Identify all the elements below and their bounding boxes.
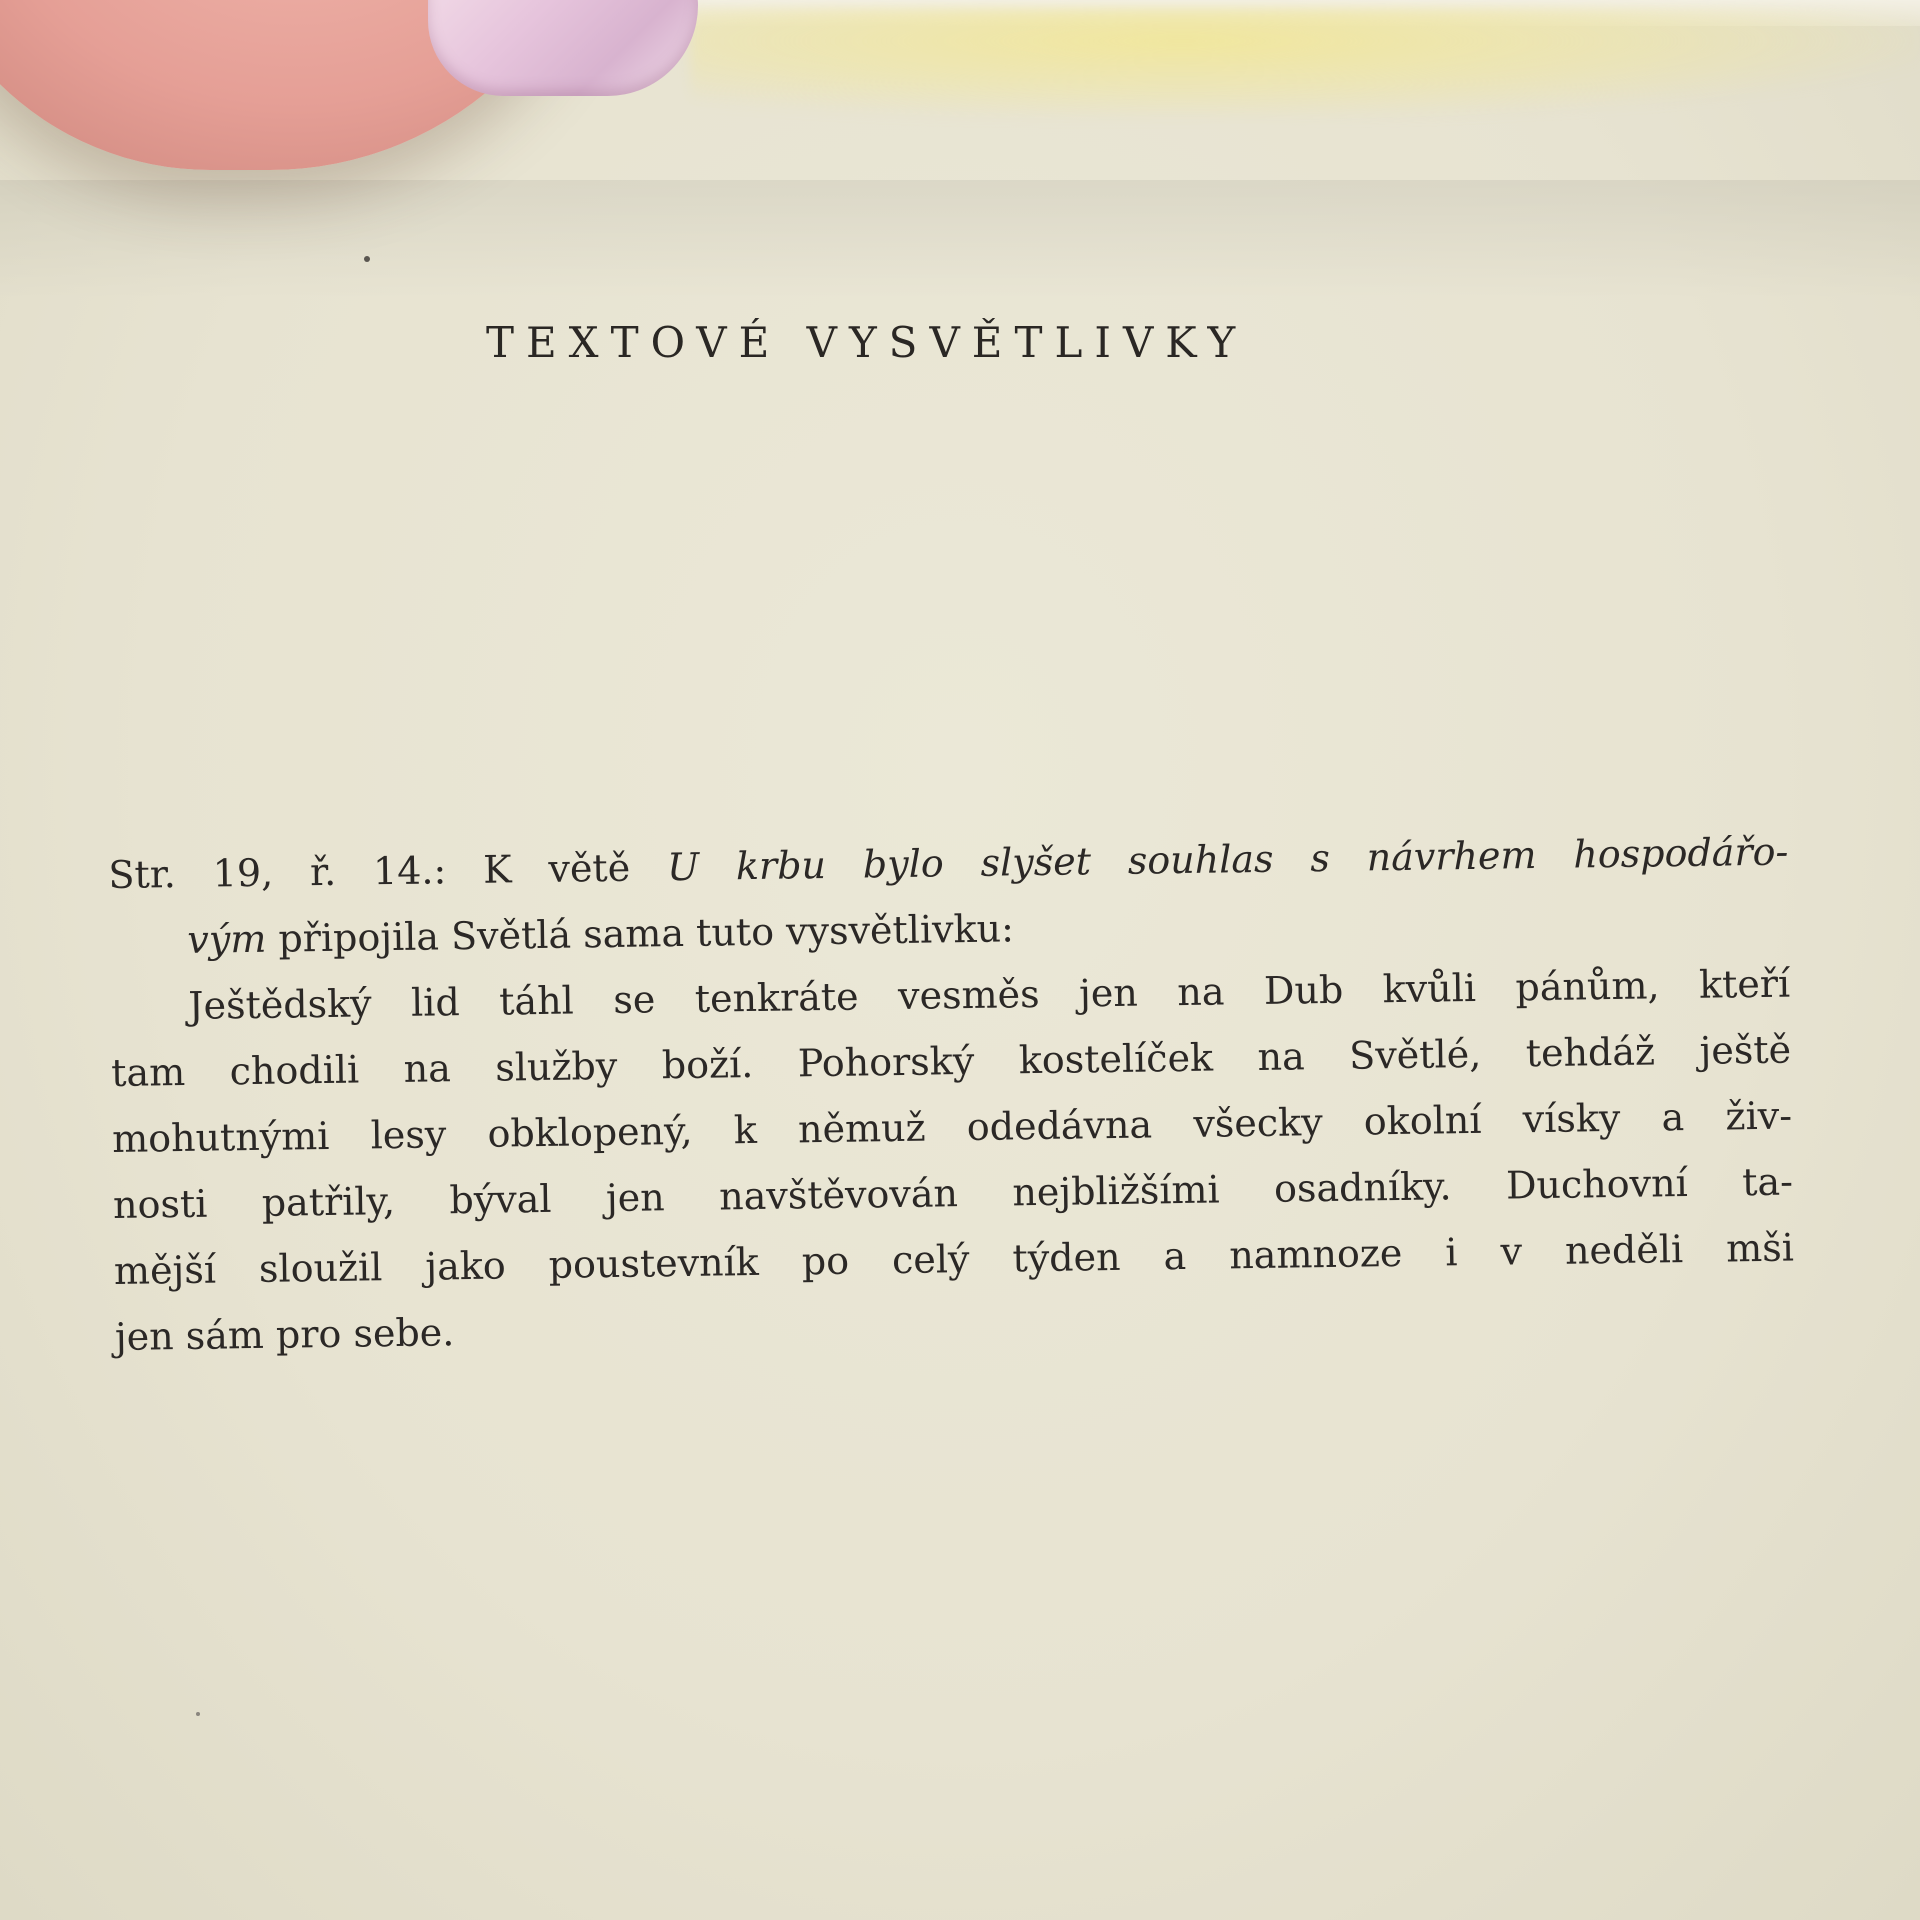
note-body-line: mější sloužil jako poustevník po celý týden a namnoze i v neděli mši (113, 1225, 1795, 1293)
paper-speck (196, 1712, 200, 1716)
page-heading: TEXTOVÉ VYSVĚTLIVKY (486, 318, 1248, 367)
paper-stain (690, 8, 1920, 118)
note-body-line: Ještědský lid táhl se tenkráte vesměs jen na Dub kvůli pánům, kteří (187, 961, 1791, 1028)
note-body-line: tam chodili na služby boží. Pohorský kostelíček na Světlé, tehdáž ještě (110, 1027, 1792, 1095)
note-body-line: mohutnými lesy obklopený, k němuž odedávna všecky okolní vísky a živ- (111, 1093, 1793, 1161)
note-quoted-sentence: U krbu bylo slyšet souhlas s návrhem hospodářo- (666, 829, 1789, 890)
note-intro: K větě (482, 845, 631, 892)
note-quoted-end: vým (187, 916, 267, 962)
note-reference: Str. 19, ř. 14.: (108, 848, 447, 897)
fingernail (428, 0, 698, 96)
note-body-line: nosti patřily, býval jen navštěvován nejbližšími osadníky. Duchovní ta- (112, 1159, 1794, 1227)
note-body-line: jen sám pro sebe. (114, 1310, 455, 1359)
note-intro-end: připojila Světlá sama tuto vysvětlivku: (278, 906, 1015, 961)
explanatory-note (108, 819, 1795, 1370)
paper-speck (364, 256, 370, 262)
page-shadow (0, 180, 1920, 300)
